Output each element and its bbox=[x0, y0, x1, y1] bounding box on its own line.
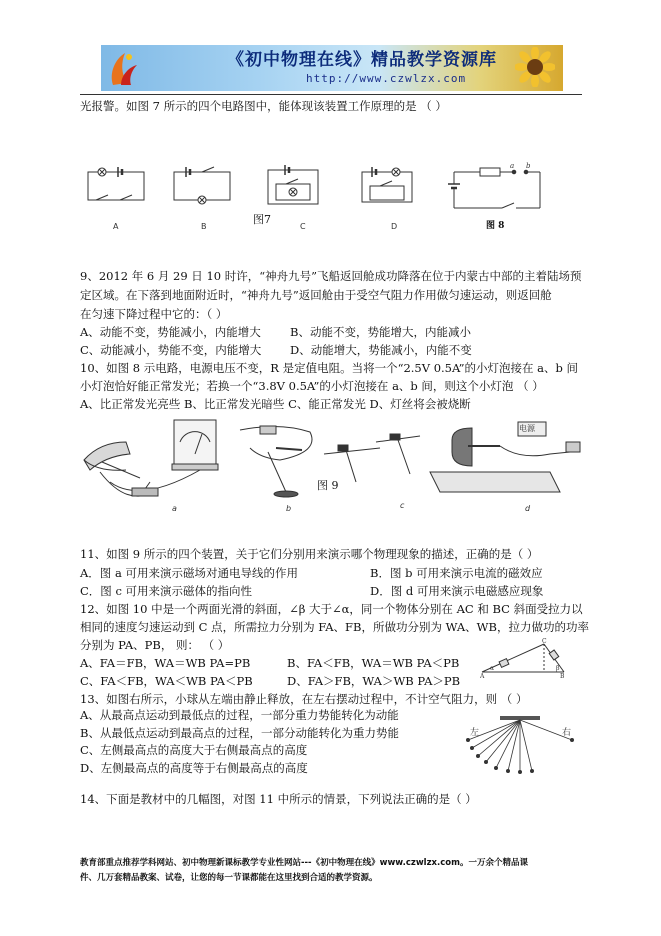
q13-line: 13、如图右所示，小球从左端由静止释放，在左右摆动过程中，不计空气阻力，则 （ ） bbox=[80, 692, 528, 706]
header-rule bbox=[80, 94, 582, 95]
q9-option-c: C、动能减小，势能不变，内能增大 bbox=[80, 343, 262, 357]
svg-text:A: A bbox=[480, 673, 485, 678]
fig7-label-d: D bbox=[391, 222, 398, 231]
q13-option-c: C、左侧最高点的高度大于右侧最高点的高度 bbox=[80, 743, 308, 757]
q10-line-2: 小灯泡恰好能正常发光；若换一个“3.8V 0.5A”的小灯泡接在 a、b 间，则这个小灯泡 （ ） bbox=[80, 379, 544, 393]
fig9-caption: 图 9 bbox=[317, 479, 339, 492]
q9-line-2: 定区域。在下落到地面附近时，“神舟九号”返回舱由于受空气阻力作用做匀速运动，则返回舱 bbox=[80, 288, 552, 302]
fig7-label-c: C bbox=[300, 222, 306, 231]
figure-7-circuits bbox=[80, 160, 420, 230]
header-banner bbox=[101, 45, 563, 91]
fig7-label-a: A bbox=[113, 222, 119, 231]
q9-option-a: A、动能不变，势能减小，内能增大 bbox=[80, 325, 261, 339]
q12-line-2: 相同的速度匀速运动到 C 点，所需拉力分别为 FA、FB，所做功分别为 WA、WB，拉力做功的功率 bbox=[80, 620, 589, 634]
q8-text: 光报警。如图 7 所示的四个电路图中，能体现该装置工作原理的是 （ ） bbox=[80, 99, 447, 113]
page-footer bbox=[80, 856, 590, 887]
q12-option-d: D、FA＞FB，WA＞WB PA＞PB bbox=[287, 674, 461, 688]
q10-options: A、比正常发光亮些 B、比正常发光暗些 C、能正常发光 D、灯丝将会被烧断 bbox=[80, 397, 471, 411]
q11-option-d: D．图 d 可用来演示电磁感应现象 bbox=[370, 584, 544, 598]
svg-text:b: b bbox=[526, 162, 531, 170]
q11-option-a: A．图 a 可用来演示磁场对通电导线的作用 bbox=[80, 566, 298, 580]
svg-text:C: C bbox=[542, 638, 547, 645]
q11-line: 11、如图 9 所示的四个装置，关于它们分别用来演示哪个物理现象的描述，正确的是（ ） bbox=[80, 547, 539, 561]
q13-option-d: D、左侧最高点的高度等于右侧最高点的高度 bbox=[80, 761, 308, 775]
q9-option-b: B、动能不变，势能增大，内能减小 bbox=[290, 325, 471, 339]
fig8-caption: 图 8 bbox=[486, 221, 505, 231]
site-logo-icon bbox=[107, 49, 139, 87]
fig7-caption: 图7 bbox=[253, 213, 271, 226]
fig9-label-d: d bbox=[525, 504, 531, 513]
q11-option-b: B．图 b 可用来演示电流的磁效应 bbox=[370, 566, 543, 580]
q12-option-b: B、FA＜FB，WA＝WB PA＜PB bbox=[287, 656, 460, 670]
svg-text:β: β bbox=[556, 665, 560, 672]
q12-option-a: A、FA＝FB，WA＝WB PA=PB bbox=[80, 656, 251, 670]
header-title: 《初中物理在线》精品教学资源库 bbox=[227, 50, 497, 70]
figure-10-incline bbox=[480, 638, 566, 678]
q14-line: 14、下面是教材中的几幅图，对图 11 中所示的情景，下列说法正确的是（ ） bbox=[80, 792, 477, 806]
svg-text:α: α bbox=[490, 665, 495, 672]
figure-pendulum bbox=[460, 716, 580, 778]
footer-line-1: 教育部重点推荐学科网站、初中物理新课标教学专业性网站---《初中物理在线》www.czwlzx.com。一万余个精品课 bbox=[80, 858, 528, 868]
pendulum-left-label: 左 bbox=[470, 728, 480, 738]
q12-line-3: 分别为 PA、PB， 则： （ ） bbox=[80, 638, 230, 652]
figure-8-circuit bbox=[440, 162, 545, 218]
q12-option-c: C、FA＜FB，WA＜WB PA＜PB bbox=[80, 674, 253, 688]
q9-option-d: D、动能增大，势能减小，内能不变 bbox=[290, 343, 472, 357]
q12-line-1: 12、如图 10 中是一个两面光滑的斜面，∠β 大于∠α，同一个物体分别在 AC 和 BC 斜面受拉力以 bbox=[80, 602, 583, 616]
fig9-label-c: c bbox=[400, 501, 405, 510]
svg-text:B: B bbox=[560, 673, 565, 678]
footer-line-2: 件、几万套精品教案、试卷，让您的每一节课都能在这里找到合适的教学资源。 bbox=[80, 873, 378, 884]
fig9-label-b: b bbox=[286, 504, 292, 513]
q9-line-3: 在匀速下降过程中它的：（ ） bbox=[80, 307, 228, 321]
fig7-label-b: B bbox=[201, 222, 207, 231]
fig9-label-a: a bbox=[172, 504, 177, 513]
q10-line-1: 10、如图 8 示电路，电源电压不变，R 是定值电阻。当将一个“2.5V 0.5A”的小灯泡接在 a、b 间 bbox=[80, 361, 579, 375]
q9-line-1: 9、2012 年 6 月 29 日 10 时许，“神舟九号”飞船返回舱成功降落在位于内蒙古中部的主着陆场预 bbox=[80, 269, 582, 283]
q13-option-b: B、从最低点运动到最高点的过程，一部分动能转化为重力势能 bbox=[80, 726, 399, 740]
fig9-power-label: 电源 bbox=[519, 424, 535, 433]
header-url[interactable]: http://www.czwlzx.com bbox=[306, 72, 467, 85]
q13-option-a: A、从最高点运动到最低点的过程，一部分重力势能转化为动能 bbox=[80, 708, 399, 722]
figure-9-apparatus bbox=[80, 412, 585, 512]
svg-text:a: a bbox=[510, 162, 515, 170]
q11-option-c: C．图 c 可用来演示磁体的指向性 bbox=[80, 584, 253, 598]
pendulum-right-label: 右 bbox=[562, 728, 572, 738]
sunflower-icon bbox=[515, 47, 555, 87]
